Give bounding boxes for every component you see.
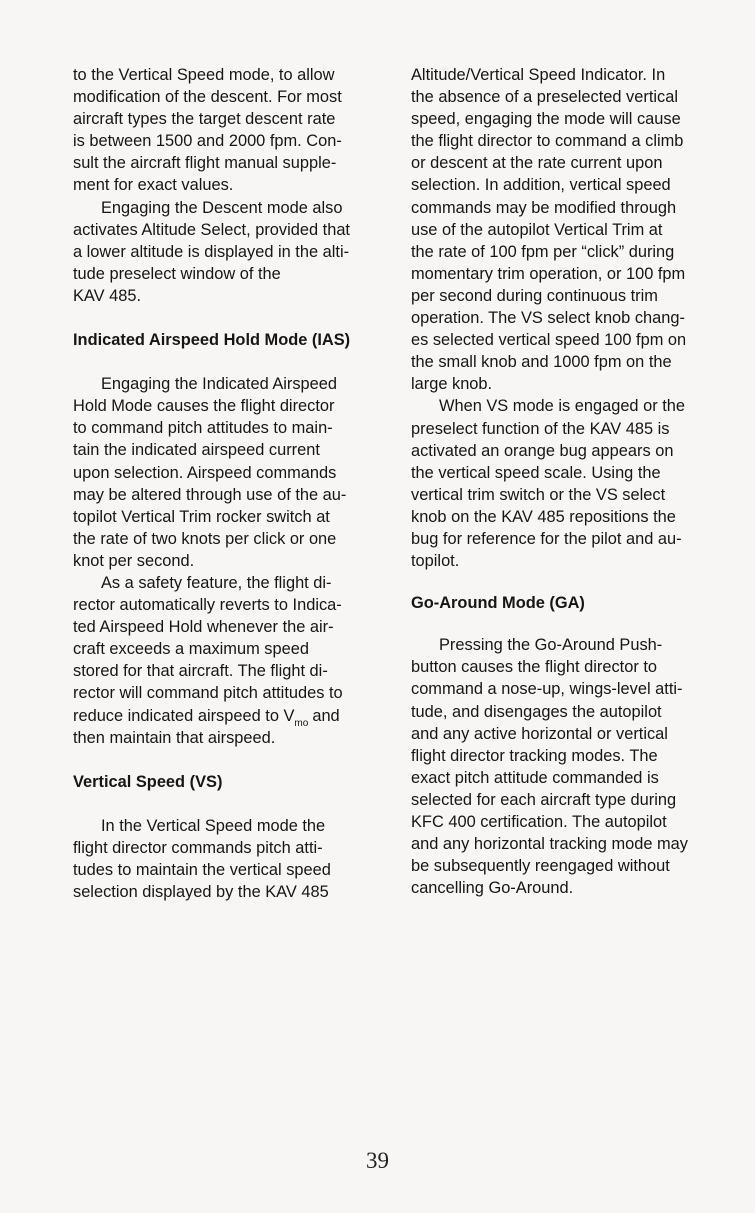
paragraph (411, 634, 729, 899)
text-line: command a nose-up, wings-level atti- (411, 680, 683, 699)
text-line: tudes to maintain the vertical speed (73, 861, 331, 879)
text-line: knot per second. (73, 551, 195, 570)
text-line: speed, engaging the mode will cause (411, 110, 681, 129)
text-line: Altitude/Vertical Speed Indicator. In (411, 66, 666, 84)
right-column (411, 64, 729, 899)
text-line: or descent at the rate current upon (411, 154, 663, 173)
text-line: As a safety feature, the flight di- (101, 573, 332, 592)
section-heading-vs: Vertical Speed (VS) (73, 772, 223, 791)
vmo-text-before: reduce indicated airspeed to V (73, 706, 295, 725)
paragraph (73, 373, 383, 572)
text-line: activates Altitude Select, provided that (73, 220, 350, 239)
text-line: the vertical speed scale. Using the (411, 463, 661, 482)
text-line: selection. In addition, vertical speed (411, 176, 671, 195)
text-line: the flight director to command a climb (411, 132, 684, 151)
text-line-vmo (73, 705, 383, 727)
text-line: commands may be modified through (411, 198, 677, 217)
text-line: stored for that aircraft. The flight di- (73, 662, 328, 681)
text-line: momentary trim operation, or 100 fpm (411, 264, 686, 283)
text-line: Hold Mode causes the flight director (73, 397, 335, 416)
text-line: may be altered through use of the au- (73, 485, 347, 504)
left-column (73, 64, 383, 903)
text-line: operation. The VS select knob chang- (411, 309, 685, 328)
text-line: is between 1500 and 2000 fpm. Con- (73, 132, 342, 151)
paragraph (411, 395, 729, 572)
text-line: to command pitch attitudes to main- (73, 419, 333, 438)
text-line: craft exceeds a maximum speed (73, 640, 309, 659)
paragraph (73, 197, 383, 307)
text-line: flight director commands pitch atti- (73, 838, 323, 857)
text-line: KAV 485. (73, 286, 142, 305)
paragraph (73, 572, 383, 749)
text-line: selection displayed by the KAV 485 (73, 883, 329, 902)
text-line: When VS mode is engaged or the (439, 397, 686, 416)
text-line: tude preselect window of the (73, 264, 281, 283)
text-line: use of the autopilot Vertical Trim at (411, 220, 663, 239)
page-number: 39 (366, 1148, 389, 1173)
text-line: rector will command pitch attitudes to (73, 684, 343, 703)
text-line: knob on the KAV 485 repositions the (411, 507, 676, 526)
paragraph (73, 815, 383, 903)
vmo-text-after: and (312, 706, 340, 725)
text-line: the small knob and 1000 fpm on the (411, 353, 672, 372)
text-line: preselect function of the KAV 485 is (411, 419, 670, 438)
text-line: be subsequently reengaged without (411, 857, 670, 876)
text-line: to the Vertical Speed mode, to allow (73, 66, 335, 84)
text-line: ment for exact values. (73, 176, 234, 195)
text-line: aircraft types the target descent rate (73, 110, 336, 129)
text-line: topilot Vertical Trim rocker switch at (73, 507, 330, 526)
text-line: vertical trim switch or the VS select (411, 485, 666, 504)
text-line: then maintain that airspeed. (73, 728, 276, 747)
text-line: and any horizontal tracking mode may (411, 835, 688, 854)
section-heading-ias: Indicated Airspeed Hold Mode (IAS) (73, 331, 351, 350)
text-line: cancelling Go-Around. (411, 879, 574, 898)
text-line: topilot. (411, 552, 460, 571)
text-line: activated an orange bug appears on (411, 441, 674, 460)
text-line: per second during continuous trim (411, 286, 658, 305)
text-line: Pressing the Go-Around Push- (439, 636, 663, 655)
text-line: tude, and disengages the autopilot (411, 702, 662, 721)
text-line: rector automatically reverts to Indica- (73, 596, 342, 615)
text-line: upon selection. Airspeed commands (73, 463, 337, 482)
text-line: Engaging the Descent mode also (101, 198, 343, 217)
text-line: and any active horizontal or vertical (411, 724, 668, 743)
text-line: bug for reference for the pilot and au- (411, 529, 682, 548)
text-line: ted Airspeed Hold whenever the air- (73, 618, 334, 637)
text-line: the absence of a preselected vertical (411, 88, 678, 107)
text-line: large knob. (411, 375, 493, 394)
text-line: a lower altitude is displayed in the alti- (73, 242, 350, 261)
text-line: es selected vertical speed 100 fpm on (411, 331, 687, 350)
text-line: button causes the flight director to (411, 658, 658, 677)
section-heading-ga: Go-Around Mode (GA) (411, 594, 585, 613)
paragraph (73, 64, 383, 197)
text-line: sult the aircraft flight manual supple- (73, 154, 337, 173)
text-line: the rate of two knots per click or one (73, 529, 337, 548)
text-line: flight director tracking modes. The (411, 746, 658, 765)
text-line: the rate of 100 fpm per “click” during (411, 242, 675, 261)
text-line: selected for each aircraft type during (411, 790, 677, 809)
text-line: Engaging the Indicated Airspeed (101, 375, 338, 394)
paragraph (411, 64, 729, 395)
text-line: KFC 400 certification. The autopilot (411, 813, 667, 831)
text-line: In the Vertical Speed mode the (101, 816, 326, 835)
text-line: exact pitch attitude commanded is (411, 768, 659, 787)
text-line: modification of the descent. For most (73, 88, 342, 107)
vmo-subscript: mo (294, 717, 309, 729)
text-line: tain the indicated airspeed current (73, 441, 320, 460)
